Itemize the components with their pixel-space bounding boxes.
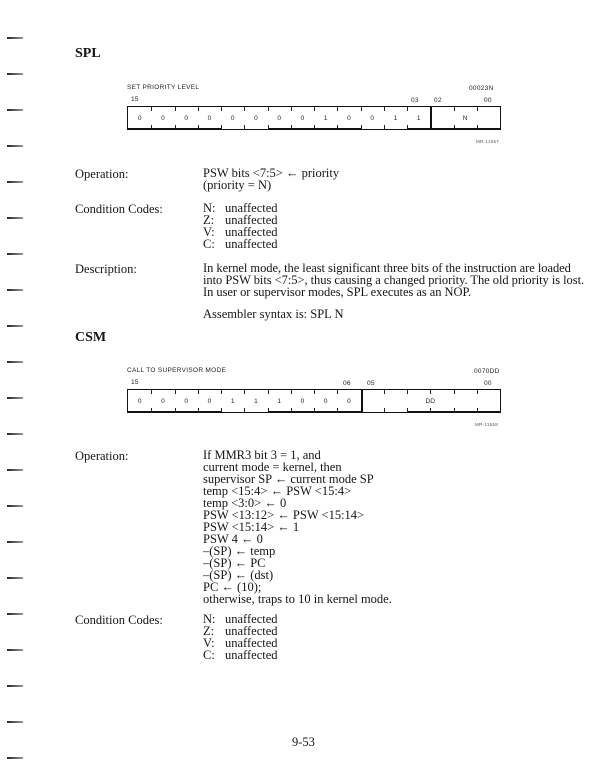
spl-bit-label-00: 00 xyxy=(484,97,492,104)
operation-line: PSW <13:12> ← PSW <15:14> xyxy=(203,508,365,522)
csm-bit-6: 0 xyxy=(347,397,351,405)
csm-bit-12: 0 xyxy=(207,397,212,405)
condition-code-row xyxy=(203,238,278,250)
csm-bit-10: 1 xyxy=(254,397,258,405)
spl-bit-6: 0 xyxy=(347,114,351,122)
condition-value: unaffected xyxy=(225,612,278,626)
csm-bit-label-06: 06 xyxy=(343,380,351,387)
operation-line: PC ← (10); xyxy=(203,580,262,594)
condition-value: unaffected xyxy=(225,213,278,227)
condition-flag: N: xyxy=(203,612,216,626)
spl-bit-15: 0 xyxy=(137,114,142,122)
spl-bit-7: 1 xyxy=(323,114,328,122)
spl-figure-id: MR-11567 xyxy=(476,139,500,144)
csm-bit-label-05: 05 xyxy=(367,380,375,387)
condition-flag: N: xyxy=(203,201,216,215)
spl-opcode: 00023N xyxy=(469,85,494,92)
csm-diagram-title: CALL TO SUPERVISOR MODE xyxy=(127,367,227,374)
binding-mark xyxy=(7,325,23,327)
operation-line: temp <3:0> ← 0 xyxy=(203,496,287,510)
spl-bit-12: 0 xyxy=(207,114,212,122)
spl-description-label: Description: xyxy=(75,262,137,276)
spl-bit-label-03: 03 xyxy=(411,97,419,104)
spl-bit-label-02: 02 xyxy=(434,97,442,104)
condition-flag: Z: xyxy=(203,624,215,638)
condition-value: unaffected xyxy=(225,225,278,239)
csm-condition-codes-label: Condition Codes: xyxy=(75,613,163,627)
csm-bit-15: 0 xyxy=(137,397,142,405)
condition-value: unaffected xyxy=(225,648,278,662)
operation-line: –(SP) ← temp xyxy=(203,544,276,558)
spl-bit-5: 0 xyxy=(370,114,374,122)
csm-operation-text xyxy=(203,449,392,605)
csm-bit-7: 0 xyxy=(323,397,328,405)
binding-mark xyxy=(7,721,23,723)
binding-mark xyxy=(7,289,23,291)
operation-line: supervisor SP ← current mode SP xyxy=(203,472,374,486)
binding-mark xyxy=(7,649,23,651)
spl-bit-3: 1 xyxy=(416,114,421,122)
condition-flag: Z: xyxy=(203,213,215,227)
spl-bit-label-15: 15 xyxy=(131,96,139,103)
csm-bit-13: 0 xyxy=(184,397,188,405)
condition-value: unaffected xyxy=(225,624,278,638)
spl-condition-codes xyxy=(203,202,278,250)
condition-value: unaffected xyxy=(225,201,278,215)
csm-bit-label-00: 00 xyxy=(484,380,492,387)
spl-condition-codes-label: Condition Codes: xyxy=(75,202,163,216)
condition-value: unaffected xyxy=(225,636,278,650)
csm-condition-codes xyxy=(203,613,278,661)
binding-mark xyxy=(7,253,23,255)
spl-description-text xyxy=(203,262,584,298)
operation-line: temp <15:4> ← PSW <15:4> xyxy=(203,484,352,498)
spl-bit-8: 0 xyxy=(300,114,305,122)
binding-mark xyxy=(7,433,23,435)
binding-mark xyxy=(7,757,23,759)
spl-operation-label: Operation: xyxy=(75,167,129,181)
page-number: 9-53 xyxy=(292,735,315,749)
binding-mark xyxy=(7,217,23,219)
spl-bit-14: 0 xyxy=(161,114,165,122)
binding-mark xyxy=(7,469,23,471)
spl-bit-10: 0 xyxy=(254,114,258,122)
csm-bit-11: 1 xyxy=(230,397,235,405)
binding-mark xyxy=(7,37,23,39)
description-line: In user or supervisor modes, SPL executes as an NOP. xyxy=(203,285,472,299)
spl-heading: SPL xyxy=(75,46,101,61)
csm-figure-id: MR-11568 xyxy=(475,422,499,427)
binding-mark xyxy=(7,361,23,363)
condition-flag: V: xyxy=(203,636,215,650)
spl-operand-field: N xyxy=(462,114,468,122)
spl-bit-13: 0 xyxy=(184,114,188,122)
condition-flag: V: xyxy=(203,225,215,239)
binding-mark xyxy=(7,397,23,399)
csm-instruction-format xyxy=(127,389,501,413)
operation-line: otherwise, traps to 10 in kernel mode. xyxy=(203,592,392,606)
condition-flag: C: xyxy=(203,648,215,662)
binding-mark xyxy=(7,685,23,687)
description-line: into PSW bits <7:5>, thus causing a changed priority. The old priority is lost. xyxy=(203,273,585,287)
csm-bit-label-15: 15 xyxy=(131,379,139,386)
condition-value: unaffected xyxy=(225,237,278,251)
spl-instruction-format xyxy=(127,106,501,130)
binding-mark xyxy=(7,577,23,579)
csm-heading: CSM xyxy=(75,330,107,345)
spl-bit-9: 0 xyxy=(277,114,281,122)
operation-line: –(SP) ← (dst) xyxy=(203,568,274,582)
condition-code-row xyxy=(203,649,278,661)
binding-mark xyxy=(7,145,23,147)
operation-line: PSW 4 ← 0 xyxy=(203,532,263,546)
spl-assembler-syntax: Assembler syntax is: SPL N xyxy=(203,307,344,321)
csm-opcode: 0070DD xyxy=(474,368,500,375)
binding-mark xyxy=(7,109,23,111)
binding-mark xyxy=(7,73,23,75)
operation-line: If MMR3 bit 3 = 1, and xyxy=(203,448,321,462)
csm-operation-label: Operation: xyxy=(75,449,129,463)
csm-operand-field: DD xyxy=(425,397,435,405)
csm-bit-14: 0 xyxy=(161,397,165,405)
spl-operation-text xyxy=(203,167,339,191)
binding-mark xyxy=(7,505,23,507)
operation-line: current mode = kernel, then xyxy=(203,460,342,474)
operation-line: PSW bits <7:5> ← priority xyxy=(203,166,340,180)
condition-flag: C: xyxy=(203,237,215,251)
spl-bit-4: 1 xyxy=(393,114,398,122)
binding-mark xyxy=(7,613,23,615)
binding-mark xyxy=(7,541,23,543)
description-line: In kernel mode, the least significant three bits of the instruction are loaded xyxy=(203,261,571,275)
operation-line: PSW <15:14> ← 1 xyxy=(203,520,300,534)
spl-bit-11: 0 xyxy=(230,114,235,122)
spl-diagram-title: SET PRIORITY LEVEL xyxy=(127,84,200,91)
csm-bit-8: 0 xyxy=(300,397,305,405)
operation-line: –(SP) ← PC xyxy=(203,556,266,570)
operation-line: (priority = N) xyxy=(203,178,272,192)
csm-bit-9: 1 xyxy=(277,397,281,405)
binding-mark xyxy=(7,181,23,183)
